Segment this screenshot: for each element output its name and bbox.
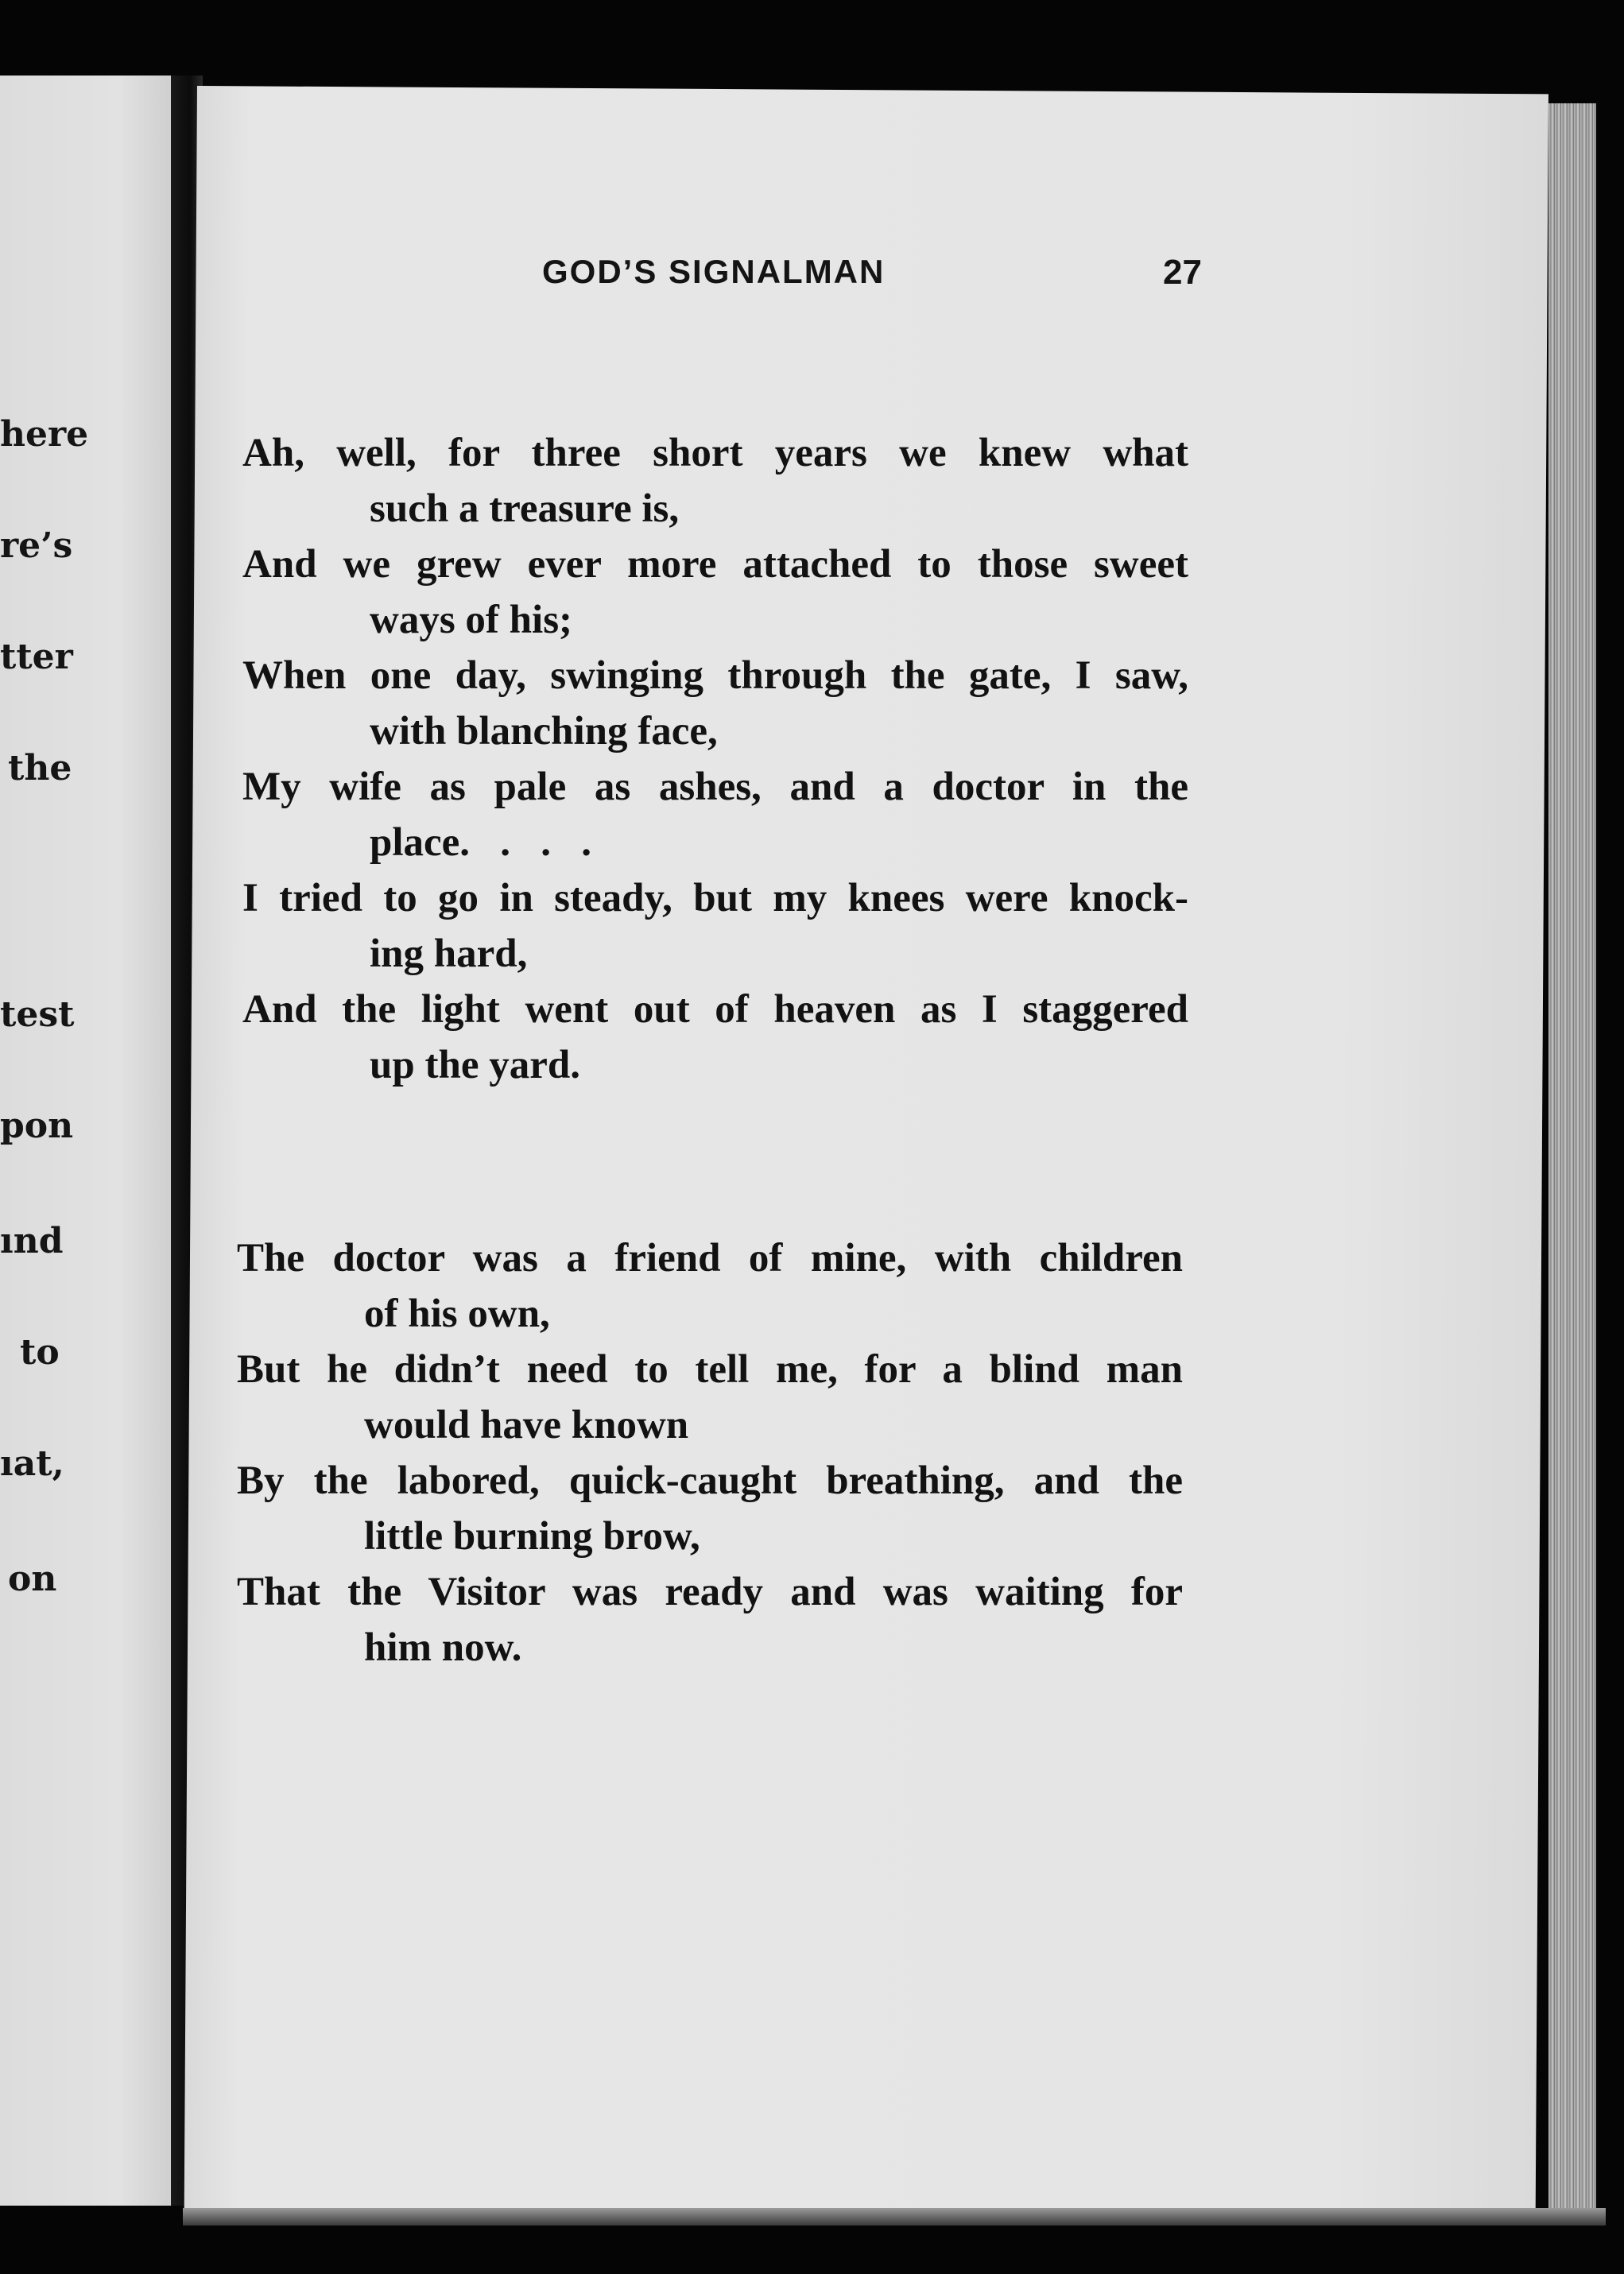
right-page [184, 86, 1548, 2224]
running-head [343, 253, 1202, 300]
verse-line-continuation: up the yard. [370, 1043, 580, 1087]
stanza-1 [242, 425, 1196, 1093]
running-head-title: GOD’S SIGNALMAN [542, 253, 886, 290]
left-page-fragment: here [0, 414, 89, 455]
verse-line-continuation: with blanching face, [370, 709, 718, 753]
verse-line: By the labored, quick-caught breathing, and the [237, 1459, 1183, 1503]
verse-line: Ah, well, for three short years we knew what [242, 431, 1188, 475]
left-page-fragment: re’s [0, 525, 73, 566]
left-page-fragment: test [0, 994, 75, 1035]
verse-line: And the light went out of heaven as I staggered [242, 987, 1188, 1032]
verse-line-continuation: of his own, [364, 1292, 550, 1336]
verse-line-continuation: would have known [364, 1403, 689, 1447]
verse-line-continuation: little burning brow, [364, 1514, 700, 1559]
left-page-fragment: on [8, 1559, 57, 1599]
left-page-fragment: ıat, [0, 1443, 64, 1484]
verse-line-continuation: ing hard, [370, 932, 528, 976]
verse-line-continuation: him now. [364, 1625, 522, 1670]
left-page-fragment: tter [0, 637, 73, 677]
left-page-fragment: pon [0, 1106, 74, 1146]
left-page-fragment: to [20, 1332, 60, 1373]
verse-line: But he didn’t need to tell me, for a blind man [237, 1347, 1183, 1392]
left-page-fragment: the [8, 748, 72, 788]
page-number: 27 [1163, 253, 1202, 292]
verse-line: That the Visitor was ready and was waiting for [237, 1570, 1183, 1614]
verse-line: And we grew ever more attached to those sweet [242, 542, 1188, 587]
page-bottom-edge [183, 2208, 1606, 2226]
verse-line: I tried to go in steady, but my knees were knock- [242, 876, 1188, 920]
verse-line: When one day, swinging through the gate, I saw, [242, 653, 1188, 698]
verse-line: The doctor was a friend of mine, with children [237, 1236, 1183, 1280]
verse-line: My wife as pale as ashes, and a doctor in the [242, 765, 1188, 809]
page-edges [1548, 103, 1596, 2210]
left-facing-page [0, 76, 171, 2206]
verse-line-continuation: such a treasure is, [370, 486, 680, 531]
verse-line-continuation: ways of his; [370, 598, 573, 642]
verse-line-continuation: place. . . . [370, 820, 592, 865]
stanza-2 [237, 1230, 1191, 1675]
left-page-fragment: ınd [0, 1221, 64, 1261]
